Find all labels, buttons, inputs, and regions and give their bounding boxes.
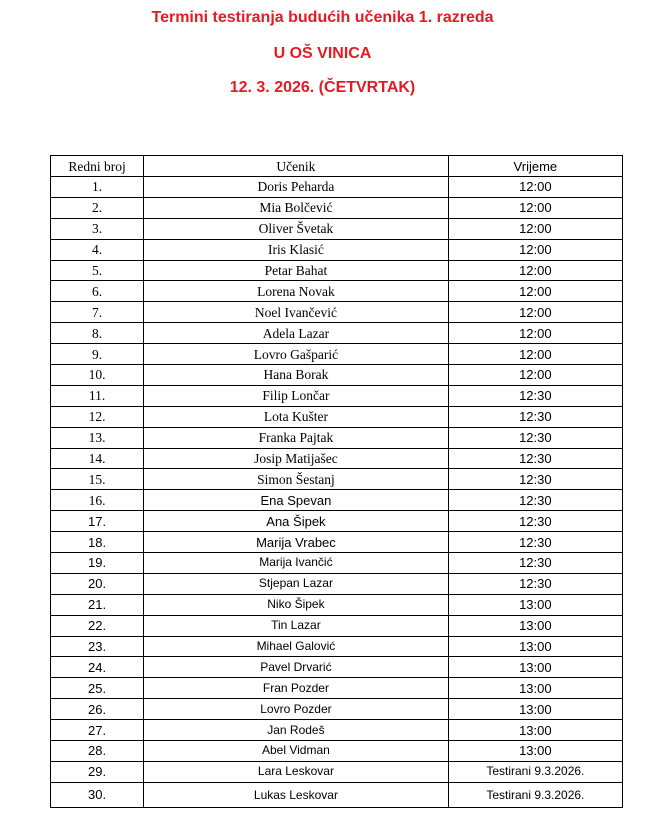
student-name: Petar Bahat bbox=[144, 260, 449, 281]
table-row bbox=[51, 782, 623, 807]
table-row bbox=[51, 177, 623, 198]
test-time: 13:00 bbox=[448, 741, 622, 762]
row-number: 15. bbox=[51, 469, 144, 490]
title-line-1: Termini testiranja budućih učenika 1. razreda bbox=[151, 9, 494, 26]
row-number: 28. bbox=[51, 741, 144, 762]
test-time: 12:00 bbox=[448, 344, 622, 365]
student-name: Lukas Leskovar bbox=[144, 782, 449, 807]
test-time: 12:30 bbox=[448, 532, 622, 553]
test-time: 12:00 bbox=[448, 281, 622, 302]
row-number: 17. bbox=[51, 511, 144, 532]
student-name: Noel Ivančević bbox=[144, 302, 449, 323]
test-time: Testirani 9.3.2026. bbox=[448, 761, 622, 782]
row-number: 12. bbox=[51, 406, 144, 427]
column-header-time: Vrijeme bbox=[448, 156, 622, 177]
row-number: 29. bbox=[51, 761, 144, 782]
student-name: Doris Peharda bbox=[144, 177, 449, 198]
test-time: 13:00 bbox=[448, 720, 622, 741]
test-time: Testirani 9.3.2026. bbox=[448, 782, 622, 807]
test-time: 12:30 bbox=[448, 553, 622, 574]
test-time: 12:00 bbox=[448, 177, 622, 198]
test-time: 12:00 bbox=[448, 197, 622, 218]
row-number: 10. bbox=[51, 365, 144, 386]
table-row bbox=[51, 406, 623, 427]
table-row bbox=[51, 573, 623, 594]
row-number: 30. bbox=[51, 782, 144, 807]
student-name: Franka Pajtak bbox=[144, 427, 449, 448]
test-time: 13:00 bbox=[448, 594, 622, 615]
row-number: 23. bbox=[51, 636, 144, 657]
table-row bbox=[51, 761, 623, 782]
table-row bbox=[51, 490, 623, 511]
row-number: 5. bbox=[51, 260, 144, 281]
table-row bbox=[51, 448, 623, 469]
student-name: Marija Ivančić bbox=[144, 553, 449, 574]
test-time: 12:00 bbox=[448, 302, 622, 323]
title-line-3: 12. 3. 2026. (ČETVRTAK) bbox=[229, 79, 416, 96]
test-time: 12:00 bbox=[448, 218, 622, 239]
table-row bbox=[51, 741, 623, 762]
row-number: 7. bbox=[51, 302, 144, 323]
student-name: Lota Kušter bbox=[144, 406, 449, 427]
table-row bbox=[51, 699, 623, 720]
row-number: 21. bbox=[51, 594, 144, 615]
student-name: Niko Šipek bbox=[144, 594, 449, 615]
test-time: 13:00 bbox=[448, 636, 622, 657]
table-row bbox=[51, 594, 623, 615]
student-name: Iris Klasić bbox=[144, 239, 449, 260]
row-number: 26. bbox=[51, 699, 144, 720]
test-time: 12:00 bbox=[448, 365, 622, 386]
table-row bbox=[51, 365, 623, 386]
student-name: Filip Lončar bbox=[144, 385, 449, 406]
test-time: 12:30 bbox=[448, 490, 622, 511]
row-number: 4. bbox=[51, 239, 144, 260]
test-time: 13:00 bbox=[448, 678, 622, 699]
test-time: 12:30 bbox=[448, 385, 622, 406]
row-number: 2. bbox=[51, 197, 144, 218]
row-number: 22. bbox=[51, 615, 144, 636]
student-name: Marija Vrabec bbox=[144, 532, 449, 553]
student-name: Mihael Galović bbox=[144, 636, 449, 657]
table-row bbox=[51, 469, 623, 490]
table-row bbox=[51, 678, 623, 699]
table-row bbox=[51, 302, 623, 323]
student-name: Mia Bolčević bbox=[144, 197, 449, 218]
row-number: 9. bbox=[51, 344, 144, 365]
table-row bbox=[51, 197, 623, 218]
row-number: 25. bbox=[51, 678, 144, 699]
table-row bbox=[51, 323, 623, 344]
row-number: 14. bbox=[51, 448, 144, 469]
student-name: Lorena Novak bbox=[144, 281, 449, 302]
test-time: 12:30 bbox=[448, 448, 622, 469]
student-name: Jan Rodeš bbox=[144, 720, 449, 741]
student-name: Fran Pozder bbox=[144, 678, 449, 699]
test-time: 12:30 bbox=[448, 427, 622, 448]
row-number: 20. bbox=[51, 573, 144, 594]
student-name: Adela Lazar bbox=[144, 323, 449, 344]
table-row bbox=[51, 344, 623, 365]
test-time: 12:00 bbox=[448, 239, 622, 260]
column-header-student: Učenik bbox=[144, 156, 449, 177]
student-name: Pavel Drvarić bbox=[144, 657, 449, 678]
table-row bbox=[51, 657, 623, 678]
student-name: Simon Šestanj bbox=[144, 469, 449, 490]
row-number: 13. bbox=[51, 427, 144, 448]
test-time: 13:00 bbox=[448, 699, 622, 720]
schedule-table bbox=[50, 155, 623, 808]
table-row bbox=[51, 532, 623, 553]
table-row bbox=[51, 385, 623, 406]
student-name: Abel Vidman bbox=[144, 741, 449, 762]
student-name: Ena Spevan bbox=[144, 490, 449, 511]
test-time: 13:00 bbox=[448, 615, 622, 636]
row-number: 1. bbox=[51, 177, 144, 198]
row-number: 11. bbox=[51, 385, 144, 406]
student-name: Lovro Pozder bbox=[144, 699, 449, 720]
table-header-row bbox=[51, 156, 623, 177]
row-number: 3. bbox=[51, 218, 144, 239]
row-number: 16. bbox=[51, 490, 144, 511]
column-header-number: Redni broj bbox=[51, 156, 144, 177]
table-row bbox=[51, 720, 623, 741]
test-time: 12:30 bbox=[448, 573, 622, 594]
row-number: 19. bbox=[51, 553, 144, 574]
student-name: Tin Lazar bbox=[144, 615, 449, 636]
title-line-2: U OŠ VINICA bbox=[273, 45, 372, 62]
table-row bbox=[51, 511, 623, 532]
row-number: 24. bbox=[51, 657, 144, 678]
test-time: 12:00 bbox=[448, 323, 622, 344]
test-time: 12:30 bbox=[448, 469, 622, 490]
student-name: Stjepan Lazar bbox=[144, 573, 449, 594]
student-name: Hana Borak bbox=[144, 365, 449, 386]
student-name: Lara Leskovar bbox=[144, 761, 449, 782]
row-number: 18. bbox=[51, 532, 144, 553]
student-name: Ana Šipek bbox=[144, 511, 449, 532]
table-row bbox=[51, 615, 623, 636]
test-time: 12:00 bbox=[448, 260, 622, 281]
table-row bbox=[51, 239, 623, 260]
table-row bbox=[51, 636, 623, 657]
test-time: 12:30 bbox=[448, 511, 622, 532]
row-number: 8. bbox=[51, 323, 144, 344]
student-name: Josip Matijašec bbox=[144, 448, 449, 469]
test-time: 12:30 bbox=[448, 406, 622, 427]
table-row bbox=[51, 260, 623, 281]
test-time: 13:00 bbox=[448, 657, 622, 678]
student-name: Oliver Švetak bbox=[144, 218, 449, 239]
table-row bbox=[51, 553, 623, 574]
table-row bbox=[51, 281, 623, 302]
row-number: 6. bbox=[51, 281, 144, 302]
table-row bbox=[51, 218, 623, 239]
student-name: Lovro Gašparić bbox=[144, 344, 449, 365]
table-row bbox=[51, 427, 623, 448]
row-number: 27. bbox=[51, 720, 144, 741]
